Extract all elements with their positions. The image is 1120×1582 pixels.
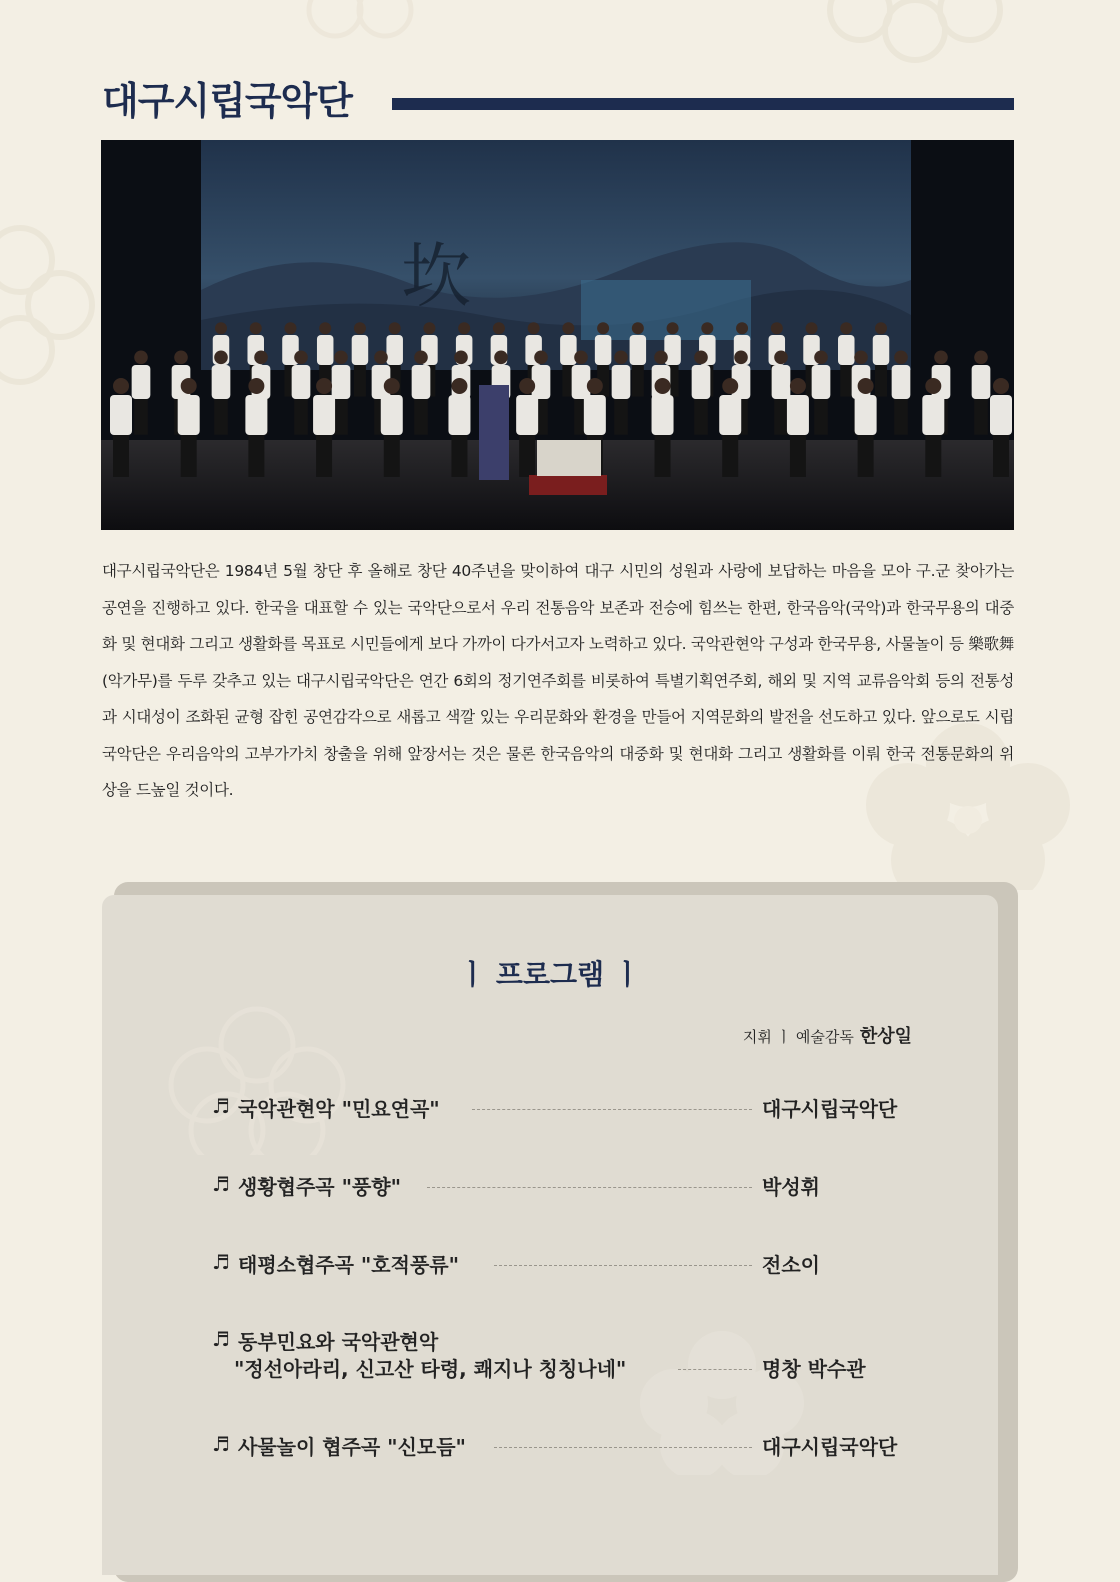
orchestra-photo [101,140,1014,530]
program-item-performer: 명창 박수관 [762,1357,866,1381]
music-note-icon: ♬ [212,1250,230,1274]
music-note-icon: ♬ [212,1172,230,1196]
program-item-title: 동부민요와 국악관현악 [238,1330,439,1354]
dotted-leader [494,1447,752,1448]
conductor-name: 한상일 [859,1026,912,1047]
program-item-title: 사물놀이 협주곡 "신모듬" [238,1435,466,1459]
flower-decoration-icon [0,220,110,390]
dotted-leader [494,1265,752,1266]
dotted-leader [427,1187,752,1188]
page-title: 대구시립국악단 [102,79,352,123]
program-panel [102,895,998,1575]
program-item-title-line2: "정선아라리, 신고산 타령, 쾌지나 칭칭나네" [234,1357,627,1381]
program-item-title: 국악관현악 "민요연곡" [238,1097,440,1121]
conductor-credit [743,1022,912,1048]
program-title: ㅣ 프로그램 ㅣ [459,958,641,991]
dotted-leader [678,1369,752,1370]
program-item-performer: 박성휘 [762,1175,820,1199]
program-item-performer: 대구시립국악단 [762,1435,898,1459]
flower-decoration-icon [300,0,420,60]
flower-decoration-icon [820,0,1010,70]
music-note-icon: ♬ [212,1327,230,1351]
backdrop-glyph: 坎 [401,235,471,317]
program-item-title: 태평소협주곡 "호적풍류" [238,1253,460,1277]
orchestra-stage-image [101,140,1014,530]
dotted-leader [472,1109,752,1110]
music-note-icon: ♬ [212,1432,230,1456]
program-item-performer: 대구시립국악단 [762,1097,898,1121]
conductor-label: 지휘 ㅣ 예술감독 [742,1028,854,1046]
music-note-icon: ♬ [212,1094,230,1118]
flower-decoration-icon [162,1005,352,1155]
program-item-title: 생황협주곡 "풍향" [238,1175,402,1199]
intro-paragraph: 대구시립국악단은 1984년 5월 창단 후 올해로 창단 40주년을 맞이하여 대구 시민의 성원과 사랑에 보답하는 마음을 모아 구.군 찾아가는 공연을 진행하고 있다. 한국을 대표할 수 있는 국악단으로서 우리 전통음악 보존과 전승에 힘쓰는 한편, 한국음악(국악)과 한국무용의 대중화 및 현대화 그리고 생활화를 목표로 시민들에게 보다 가까이 다가서고자 노력하고 있다. 국악관현악 구성과 한국무용, 사물놀이 등 樂歌舞(악가무)를 두루 갖추고 있는 대구시립국악단은 연간 6회의 정기연주회를 비롯하여 특별기획연주회, 해외 및 지역 교류음악회 등의 전통성과 시대성이 조화된 균형 잡힌 공연감각으로 새롭고 색깔 있는 우리문화와 환경을 만들어 지역문화의 발전을 선도하고 있다. 앞으로도 시립국악단은 우리음악의 고부가가치 창출을 위해 앞장서는 것은 물론 한국음악의 대중화 및 현대화 그리고 생활화를 이뤄 한국 전통문화의 위상을 드높일 것이다. [102,562,1014,799]
title-rule [392,98,1014,110]
program-item-performer: 전소이 [762,1253,820,1277]
